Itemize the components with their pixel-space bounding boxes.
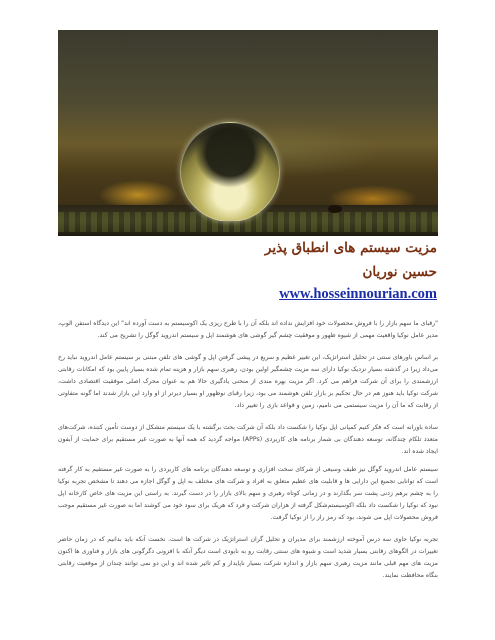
paragraph-1: "رقبای ما سهم بازار را با فروش محصولات خود افزایش نداده اند بلکه آن را با طرح ریزی یک اکوسیستم به دست آورده اند" این دیدگاه استفن الوپ، مدیر عامل نوکیا واقعیت مهمی از شیوه ظهور و موفقیت چشم گیر گوشی های هوشمند اپل و سیستم اندروید گوگل را تشریح می کند. bbox=[58, 320, 438, 339]
ant bbox=[328, 205, 342, 213]
glass-sphere bbox=[180, 122, 280, 222]
paragraph-2: بر اساس باورهای سنتی در تحلیل استراتژیک، این تغییر عظیم و سریع در پیشی گرفتن اپل و گوشی های تلفن مبتنی بر سیستم عامل اندروید نباید رخ می‌داد زیرا در گذشته بسیار نزدیک نوکیا دارای سه مزیت چشمگیر اولین بودن، رهبری سهم بازار و هزینه‌ تمام شده بسیار پایین بود که امکانات رقابتی ارزشمندی را برای آن شرکت فراهم می کرد. اگر مزیت بهره مندی از منحنی یادگیری حالا هم به عنوان محرک اصلی موفقیت اقتصادی داشت، شرکت نوکیا باید هنوز هم در حال تحکیم بر بازار تلفن هوشمند می بود، زیرا رقبای نوظهور او بسیار دیرتر از او وارد این بازار شدند اما گونه متفاوتی از رقابت که ما آن را مزیت سیستمی می نامیم، زمین و قواعد بازی را تغییر داد. bbox=[58, 354, 438, 409]
author-name: حسین نوریان bbox=[362, 264, 437, 280]
article-title: مزیت سیستم های انطباق پذیر bbox=[264, 240, 437, 256]
paragraph-3: ساده باورانه است که فکر کنیم کمپانی اپل نوکیا را شکست داد بلکه آن شرکت بحث برگشته با یک سیستم متشکل از دوست تأمین کننده، شرکت‌های متعدد تلکام چندگانه، توسعه دهندگان بی شمار برنامه های کاربردی (APPs) مواجه گردید که همه آنها به صورت غیر مستقیم برای حمایت از آیفون ایجاد شده اند. bbox=[58, 424, 438, 455]
cover-photo bbox=[58, 30, 438, 236]
paragraph-4: سیستم عامل اندروید گوگل نیز طیف وسیعی از شرکای سخت افزاری و توسعه دهندگان برنامه های کاربردی را به صورت غیر مستقیم به کار گرفته است که توانایی تجمیع این دارایی ها و قابلیت های عظیم متعلق به افراد و شرکت های مختلف به اپل و گوگل اجازه می دهند تا مشخص تجربه نوکیا را به چشم برهم زدنی پشت سر بگذارند و در زمانی کوتاه رهبری و سهم بالای بازار را در دست گیرند. به راستی این مزیت های خاص کارخانه اپل نبود که نوکیا را شکست داد بلکه اکوسیستم‌شکل گرفته از هزاران شرکت و فرد که هریک برای سود خود می کوشند اما به صورت غیر مستقیم موجب فروش محصولات اپل می شوند، بود که رمز راز را از نوکیا گرفت. bbox=[58, 466, 438, 521]
paragraph-5: تجربه نوکیا حاوی سه درس آموخته ارزشمند برای مدیران و تحلیل گران استراتژیک در شرکت ها است. نخست آنکه باید بدانیم که در زمان حاضر تغییرات در الگوهای رقابتی بسیار شدید است و شیوه های سنتی رقابت رو به نابودی است دیگر آنکه با افزونی دگرگونی های بازار و فناوری ها اکنون مزیت های مهم قبلی مانند مزیت رهبری سهم بازار و اندازه شرکت بسیار ناپایدار و کم تاثیر شده اند و این دو نمی توانند چندان از موقعیت رقابتی بنگاه محافظت نمایند. bbox=[58, 536, 438, 579]
website-link[interactable]: www.hosseinnourian.com bbox=[279, 286, 437, 302]
